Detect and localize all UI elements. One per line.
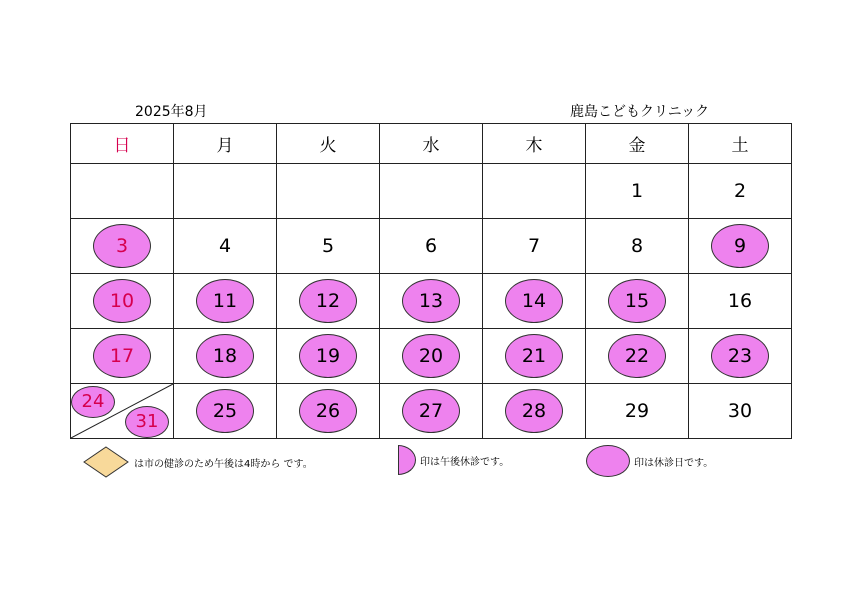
day-cell-closed	[483, 274, 586, 329]
day-cell	[586, 219, 689, 274]
day-cell-empty	[483, 164, 586, 219]
week-row	[71, 219, 792, 274]
weekday-sat: 土	[689, 124, 792, 164]
day-cell	[277, 219, 380, 274]
day-cell-empty	[71, 164, 174, 219]
day-number: 1	[630, 180, 644, 202]
day-cell-closed	[689, 329, 792, 384]
day-number: 16	[727, 290, 753, 312]
closed-day-oval: 18	[196, 334, 254, 378]
closed-day-oval: 13	[402, 279, 460, 323]
day-number: 30	[727, 400, 753, 422]
day-cell-closed	[71, 274, 174, 329]
day-cell	[689, 274, 792, 329]
legend-full-text: 印は休診日です。	[634, 457, 714, 469]
day-number: 4	[218, 235, 232, 257]
day-cell-closed	[586, 274, 689, 329]
weekday-mon: 月	[174, 124, 277, 164]
closed-day-oval: 26	[299, 389, 357, 433]
weekday-tue: 火	[277, 124, 380, 164]
day-cell-closed	[71, 329, 174, 384]
closed-day-oval: 21	[505, 334, 563, 378]
week-row	[71, 329, 792, 384]
oval-icon	[586, 445, 630, 477]
day-cell	[586, 164, 689, 219]
day-cell-closed	[277, 274, 380, 329]
day-number: 29	[624, 400, 650, 422]
day-number: 8	[630, 235, 644, 257]
day-cell-empty	[174, 164, 277, 219]
day-cell-closed	[380, 384, 483, 439]
day-cell-closed	[71, 219, 174, 274]
calendar-table	[70, 123, 792, 439]
weekday-thu: 木	[483, 124, 586, 164]
legend-half-day	[398, 445, 509, 475]
closed-day-oval: 19	[299, 334, 357, 378]
day-cell	[586, 384, 689, 439]
half-oval-icon	[398, 445, 416, 475]
closed-day-oval: 3	[93, 224, 151, 268]
day-cell-closed	[586, 329, 689, 384]
day-cell	[174, 219, 277, 274]
day-cell-closed	[483, 384, 586, 439]
closed-day-oval-31: 31	[125, 406, 169, 438]
day-cell-split	[71, 384, 174, 439]
day-cell	[483, 219, 586, 274]
weekday-header-row	[71, 124, 792, 164]
weekday-fri: 金	[586, 124, 689, 164]
closed-day-oval: 20	[402, 334, 460, 378]
day-cell-empty	[277, 164, 380, 219]
month-title: 2025年8月	[135, 104, 208, 120]
day-cell-closed	[277, 384, 380, 439]
day-number: 6	[424, 235, 438, 257]
diamond-icon	[82, 445, 130, 479]
week-row	[71, 164, 792, 219]
closed-day-oval: 27	[402, 389, 460, 433]
weekday-wed: 水	[380, 124, 483, 164]
closed-day-oval: 12	[299, 279, 357, 323]
day-cell-closed	[174, 329, 277, 384]
closed-day-oval-24: 24	[71, 386, 115, 418]
day-cell-closed	[689, 219, 792, 274]
weekday-sun: 日	[71, 124, 174, 164]
week-row	[71, 384, 792, 439]
day-cell-closed	[277, 329, 380, 384]
day-cell-closed	[380, 274, 483, 329]
day-number: 5	[321, 235, 335, 257]
day-cell	[689, 384, 792, 439]
closed-day-oval: 14	[505, 279, 563, 323]
day-cell-closed	[380, 329, 483, 384]
legend-closed-day	[586, 445, 713, 477]
closed-day-oval: 22	[608, 334, 666, 378]
day-cell-closed	[483, 329, 586, 384]
closed-day-oval: 28	[505, 389, 563, 433]
day-cell	[380, 219, 483, 274]
closed-day-oval: 17	[93, 334, 151, 378]
legend-diamond	[82, 445, 313, 479]
day-cell-closed	[174, 274, 277, 329]
closed-day-oval: 15	[608, 279, 666, 323]
closed-day-oval: 11	[196, 279, 254, 323]
closed-day-oval: 25	[196, 389, 254, 433]
week-row	[71, 274, 792, 329]
day-cell-empty	[380, 164, 483, 219]
day-cell	[689, 164, 792, 219]
closed-day-oval: 23	[711, 334, 769, 378]
legend-half-text: 印は午後休診です。	[420, 456, 510, 468]
day-cell-closed	[174, 384, 277, 439]
clinic-name: 鹿島こどもクリニック	[570, 104, 710, 120]
day-number: 7	[527, 235, 541, 257]
legend-diamond-text: は市の健診のため午後は4時から です。	[134, 458, 313, 470]
day-number: 2	[733, 180, 747, 202]
closed-day-oval: 9	[711, 224, 769, 268]
closed-day-oval: 10	[93, 279, 151, 323]
